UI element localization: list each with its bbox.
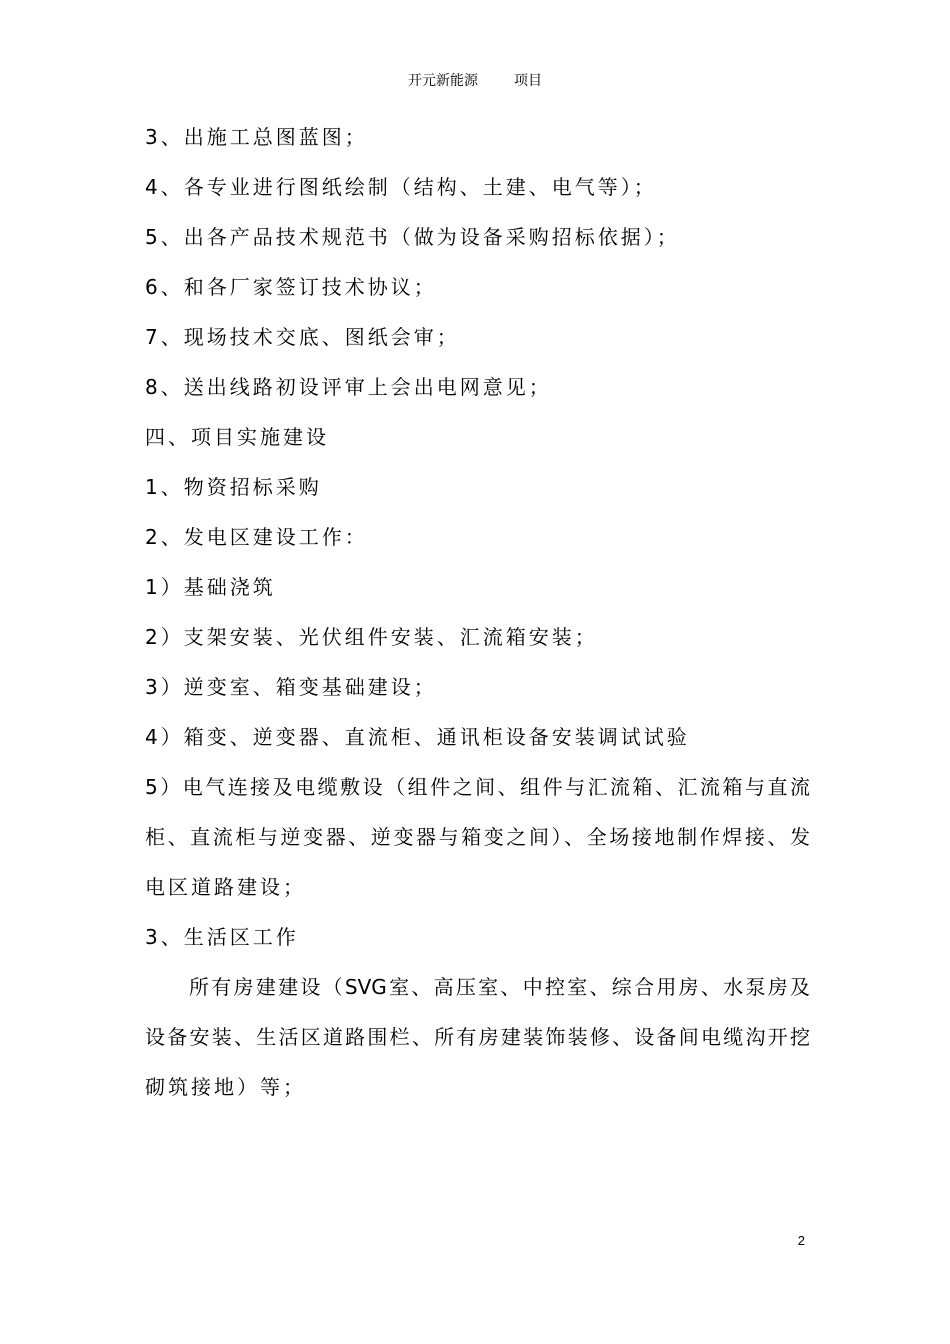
body-line: 6、和各厂家签订技术协议；: [145, 275, 437, 299]
body-line: 砌筑接地）等；: [145, 1075, 306, 1099]
body-line: 所有房建建设（SVG室、高压室、中控室、综合用房、水泵房及: [189, 975, 810, 999]
body-line: 1）基础浇筑: [145, 575, 276, 599]
body-line: 3、出施工总图蓝图；: [145, 125, 368, 149]
body-line: 2、发电区建设工作：: [145, 525, 368, 549]
page-header: [0, 72, 950, 90]
body-line: 4、各专业进行图纸绘制（结构、土建、电气等）；: [145, 175, 657, 199]
body-line: 4）箱变、逆变器、直流柜、通讯柜设备安装调试试验: [145, 725, 690, 749]
header-company: 开元新能源: [408, 73, 478, 89]
body-line: 5、出各产品技术规范书（做为设备采购招标依据）；: [145, 225, 680, 249]
body-line: 1、物资招标采购: [145, 475, 322, 499]
body-line: 设备安装、生活区道路围栏、所有房建装饰装修、设备间电缆沟开挖: [145, 1025, 810, 1049]
body-line: 3）逆变室、箱变基础建设；: [145, 675, 437, 699]
body-line: 柜、直流柜与逆变器、逆变器与箱变之间）、全场接地制作焊接、发: [145, 825, 810, 849]
page-number: 2: [797, 1233, 805, 1248]
body-line: 8、送出线路初设评审上会出电网意见；: [145, 375, 552, 399]
body-line: 电区道路建设；: [145, 875, 306, 899]
section-heading: 四、项目实施建设: [145, 425, 329, 449]
body-line: 3、生活区工作: [145, 925, 299, 949]
document-body: [145, 112, 810, 1112]
body-line: 7、现场技术交底、图纸会审；: [145, 325, 460, 349]
header-project: 项目: [514, 73, 542, 89]
body-line: 5）电气连接及电缆敷设（组件之间、组件与汇流箱、汇流箱与直流: [145, 775, 810, 799]
body-line: 2）支架安装、光伏组件安装、汇流箱安装；: [145, 625, 598, 649]
